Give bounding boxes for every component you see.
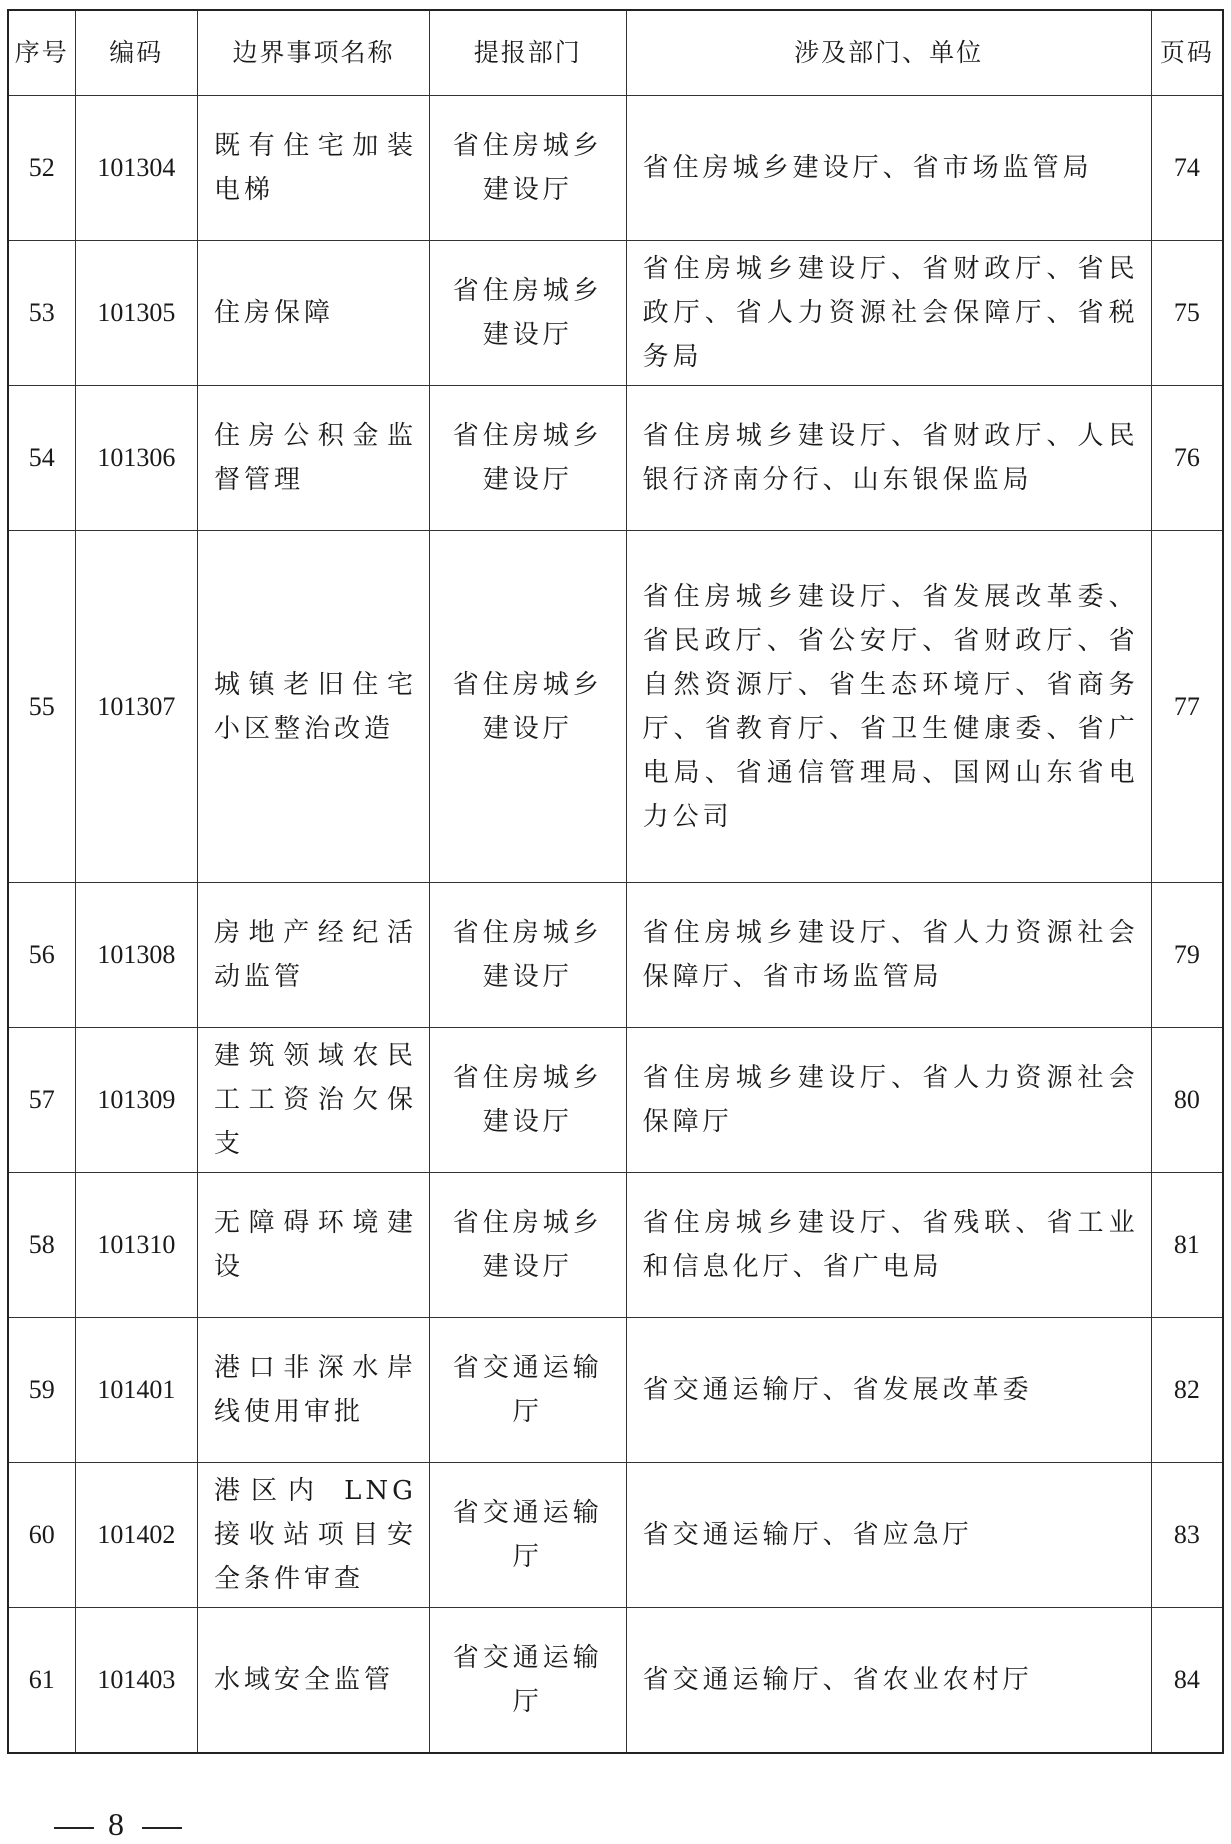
cell-item-name: 城镇老旧住宅小区整治改造 (198, 531, 430, 883)
header-reporting-dept: 提报部门 (429, 10, 626, 96)
cell-involved-units: 省住房城乡建设厅、省残联、省工业和信息化厅、省广电局 (626, 1173, 1151, 1318)
cell-seq: 57 (8, 1028, 75, 1173)
cell-item-name: 房地产经纪活动监管 (198, 883, 430, 1028)
cell-code: 101305 (75, 241, 197, 386)
cell-item-name: 住房公积金监督管理 (198, 386, 430, 531)
table-row (8, 241, 1223, 386)
cell-item-name: 建筑领域农民工工资治欠保支 (198, 1028, 430, 1173)
footer-dash-left (54, 1827, 94, 1829)
cell-page: 74 (1151, 96, 1223, 241)
cell-reporting-dept: 省交通运输厅 (429, 1318, 626, 1463)
cell-involved-units: 省住房城乡建设厅、省人力资源社会保障厅、省市场监管局 (626, 883, 1151, 1028)
cell-involved-units: 省交通运输厅、省农业农村厅 (626, 1608, 1151, 1753)
cell-page: 81 (1151, 1173, 1223, 1318)
cell-reporting-dept: 省交通运输厅 (429, 1608, 626, 1753)
cell-seq: 55 (8, 531, 75, 883)
table-row (8, 386, 1223, 531)
cell-item-name: 既有住宅加装电梯 (198, 96, 430, 241)
table-row (8, 1318, 1223, 1463)
cell-reporting-dept: 省住房城乡建设厅 (429, 96, 626, 241)
cell-code: 101304 (75, 96, 197, 241)
cell-code: 101402 (75, 1463, 197, 1608)
cell-seq: 56 (8, 883, 75, 1028)
cell-code: 101310 (75, 1173, 197, 1318)
cell-item-name: 无障碍环境建设 (198, 1173, 430, 1318)
cell-page: 79 (1151, 883, 1223, 1028)
table-row (8, 1463, 1223, 1608)
cell-code: 101308 (75, 883, 197, 1028)
cell-involved-units: 省住房城乡建设厅、省人力资源社会保障厅 (626, 1028, 1151, 1173)
header-seq: 序号 (8, 10, 75, 96)
cell-code: 101309 (75, 1028, 197, 1173)
cell-item-name: 住房保障 (198, 241, 430, 386)
cell-code: 101403 (75, 1608, 197, 1753)
cell-involved-units: 省住房城乡建设厅、省发展改革委、省民政厅、省公安厅、省财政厅、省自然资源厅、省生态环境厅、省商务厅、省教育厅、省卫生健康委、省广电局、省通信管理局、国网山东省电力公司 (626, 531, 1151, 883)
boundary-items-table (7, 9, 1224, 1754)
cell-involved-units: 省交通运输厅、省应急厅 (626, 1463, 1151, 1608)
cell-item-name: 港区内 LNG 接收站项目安全条件审查 (198, 1463, 430, 1608)
cell-code: 101307 (75, 531, 197, 883)
page-number: 8 (108, 1806, 128, 1842)
cell-seq: 54 (8, 386, 75, 531)
cell-page: 84 (1151, 1608, 1223, 1753)
cell-seq: 53 (8, 241, 75, 386)
cell-reporting-dept: 省住房城乡建设厅 (429, 1173, 626, 1318)
table-row (8, 531, 1223, 883)
header-page: 页码 (1151, 10, 1223, 96)
header-item-name: 边界事项名称 (198, 10, 430, 96)
cell-code: 101401 (75, 1318, 197, 1463)
cell-item-name: 港口非深水岸线使用审批 (198, 1318, 430, 1463)
cell-reporting-dept: 省交通运输厅 (429, 1463, 626, 1608)
header-code: 编码 (75, 10, 197, 96)
cell-page: 77 (1151, 531, 1223, 883)
cell-seq: 59 (8, 1318, 75, 1463)
cell-item-name: 水域安全监管 (198, 1608, 430, 1753)
cell-involved-units: 省住房城乡建设厅、省财政厅、省民政厅、省人力资源社会保障厅、省税务局 (626, 241, 1151, 386)
footer-dash-right (142, 1827, 182, 1829)
cell-involved-units: 省住房城乡建设厅、省市场监管局 (626, 96, 1151, 241)
cell-code: 101306 (75, 386, 197, 531)
table-row (8, 96, 1223, 241)
cell-reporting-dept: 省住房城乡建设厅 (429, 1028, 626, 1173)
table-row (8, 883, 1223, 1028)
cell-page: 82 (1151, 1318, 1223, 1463)
table-row (8, 1608, 1223, 1753)
cell-reporting-dept: 省住房城乡建设厅 (429, 531, 626, 883)
cell-page: 83 (1151, 1463, 1223, 1608)
cell-page: 75 (1151, 241, 1223, 386)
cell-seq: 58 (8, 1173, 75, 1318)
table-row (8, 1173, 1223, 1318)
cell-reporting-dept: 省住房城乡建设厅 (429, 386, 626, 531)
table-header-row (8, 10, 1223, 96)
cell-reporting-dept: 省住房城乡建设厅 (429, 241, 626, 386)
cell-seq: 52 (8, 96, 75, 241)
table-row (8, 1028, 1223, 1173)
cell-page: 76 (1151, 386, 1223, 531)
header-involved-units: 涉及部门、单位 (626, 10, 1151, 96)
cell-page: 80 (1151, 1028, 1223, 1173)
cell-involved-units: 省住房城乡建设厅、省财政厅、人民银行济南分行、山东银保监局 (626, 386, 1151, 531)
cell-reporting-dept: 省住房城乡建设厅 (429, 883, 626, 1028)
page-footer (40, 1806, 196, 1843)
cell-involved-units: 省交通运输厅、省发展改革委 (626, 1318, 1151, 1463)
cell-seq: 61 (8, 1608, 75, 1753)
cell-seq: 60 (8, 1463, 75, 1608)
